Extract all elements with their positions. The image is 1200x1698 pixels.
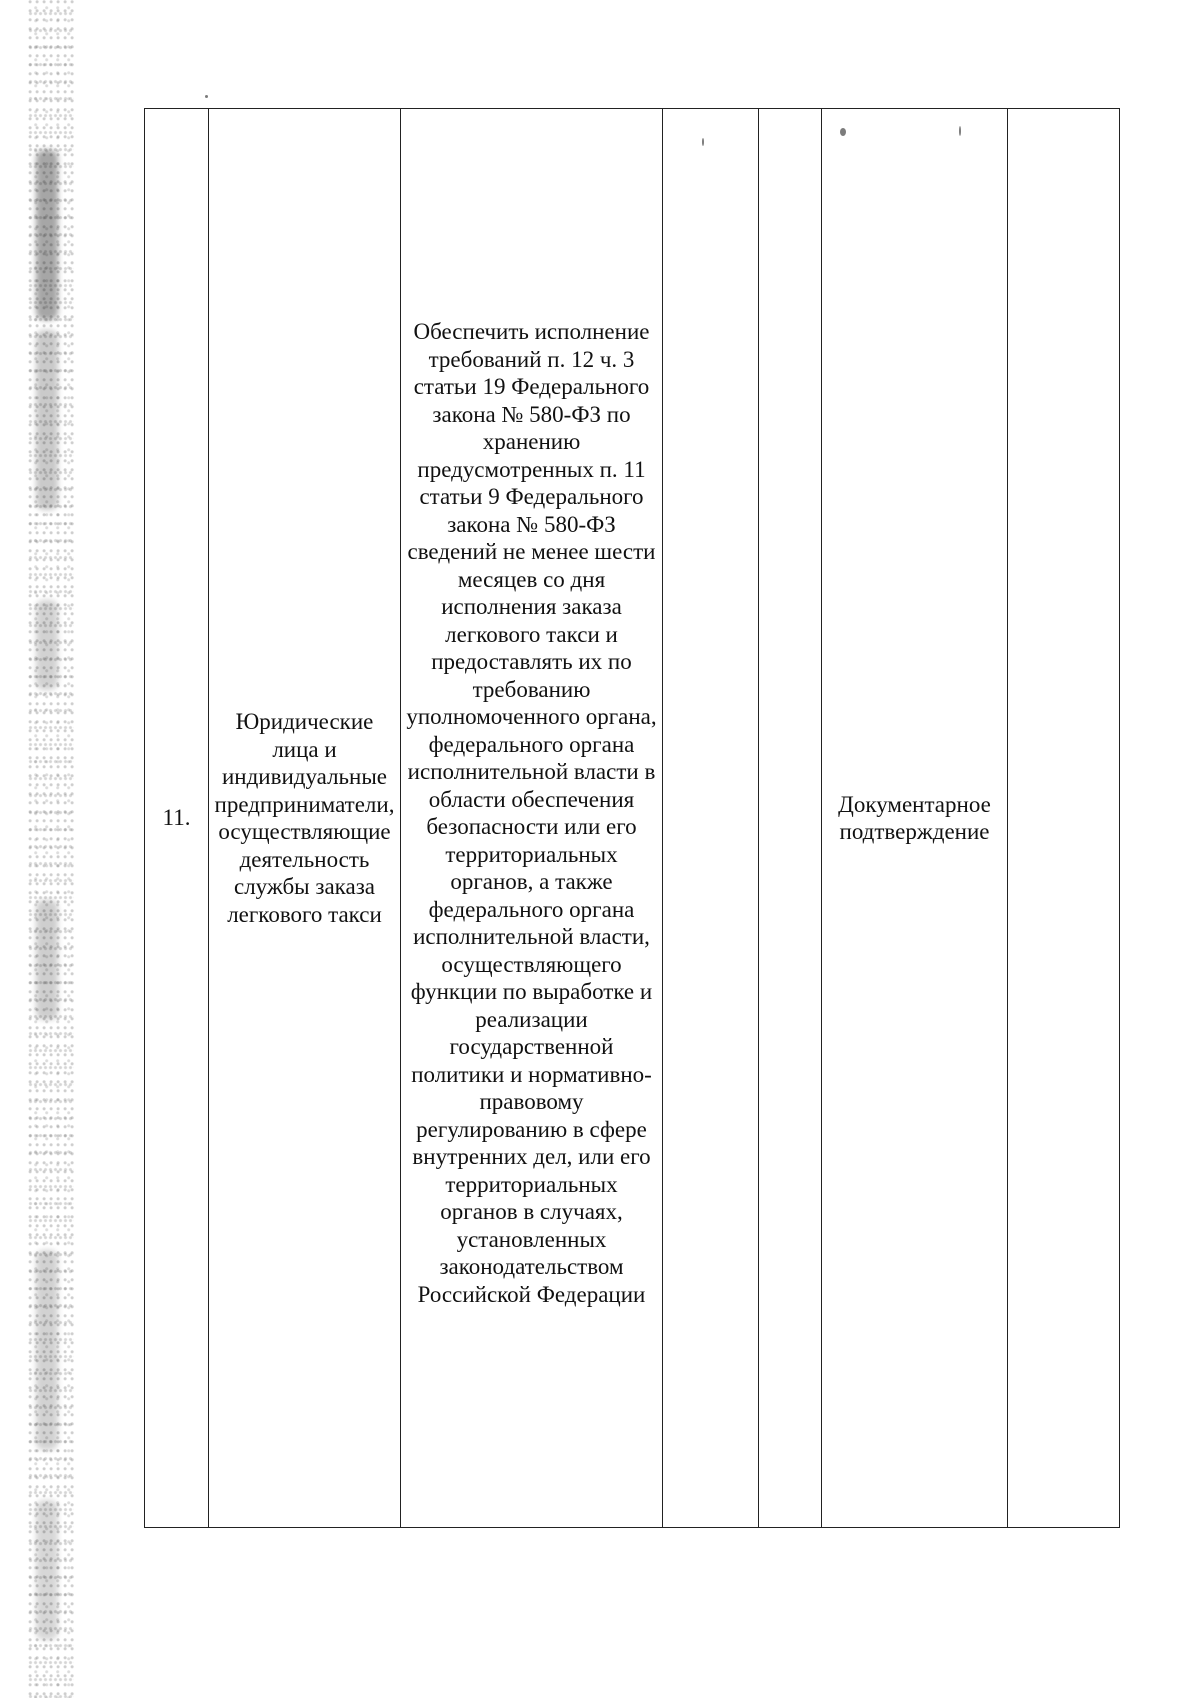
confirmation-text: Документарное подтверждение xyxy=(838,791,991,844)
requirements-table xyxy=(144,108,1120,1528)
requirement-text: Обеспечить исполнение требований п. 12 ч. 3 статьи 19 Федерального закона № 580-ФЗ по хранению предусмотренных п. 11 статьи 9 Федерального закона № 580-ФЗ сведений не менее шести месяцев со дня исполнения заказа легкового такси и предоставлять их по требованию уполномоченного органа, федерального органа исполнительной власти в области обеспечения безопасности или его территориальных органов, а также федерального органа исполнительной власти, осуществляющего функции по выработке и реализации государственной политики и нормативно-правовому регулированию в сфере внутренних дел, или его территориальных органов в случаях, установленных законодательством Российской Федерации xyxy=(406,319,657,1307)
scan-blot xyxy=(36,900,58,1020)
scan-blot xyxy=(36,1250,58,1450)
empty-cell-7 xyxy=(1008,109,1120,1528)
confirmation-cell xyxy=(822,109,1008,1528)
row-number: 11. xyxy=(162,805,191,831)
subject-text: Юридические лица и индивидуальные предприниматели, осуществляющие деятельность службы заказа легкового такси xyxy=(214,709,395,927)
scan-blot xyxy=(36,150,58,320)
table-row xyxy=(145,109,1120,1528)
subject-cell xyxy=(209,109,401,1528)
scan-blot xyxy=(36,1500,58,1640)
scan-blot xyxy=(36,330,58,510)
row-number-cell xyxy=(145,109,209,1528)
scan-blot xyxy=(36,600,58,690)
empty-cell-4 xyxy=(663,109,759,1528)
scan-speck xyxy=(205,95,208,98)
empty-cell-5 xyxy=(759,109,822,1528)
requirement-cell xyxy=(401,109,663,1528)
